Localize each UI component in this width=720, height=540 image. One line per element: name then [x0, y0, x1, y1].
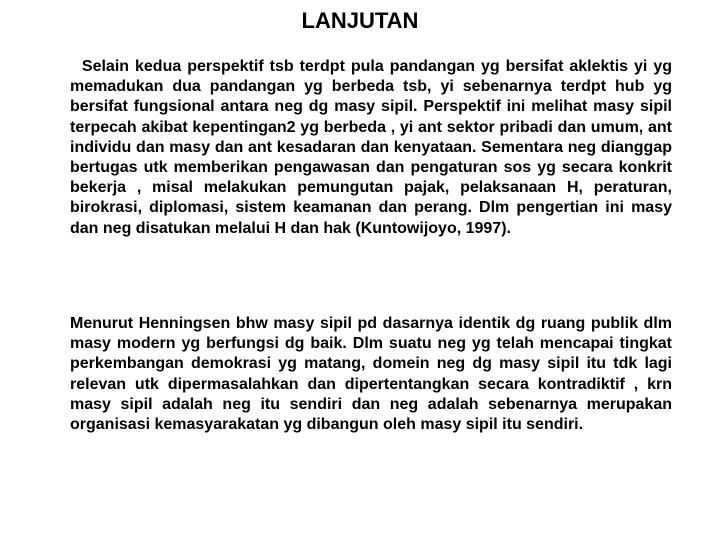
paragraph-1: Selain kedua perspektif tsb terdpt pula pandangan yg bersifat aklektis yi yg memadukan dua pandangan yg berbeda tsb, yi sebenarnya terdpt hub yg bersifat fungsional antara neg dg masy sipil. Perspektif ini melihat masy sipil terpecah akibat kepentingan2 yg berbeda , yi ant sektor pribadi dan umum, ant individu dan masy dan ant kesadaran dan kenyataan. Sementara neg dianggap bertugas utk memberikan pengawasan dan pengaturan sos yg secara konkrit bekerja , misal melakukan pemungutan pajak, pelaksanaan H, peraturan, birokrasi, diplomasi, sistem keamanan dan perang. Dlm pengertian ini masy dan neg disatukan melalui H dan hak (Kuntowijoyo, 1997).: [70, 58, 672, 237]
paragraph-2: Menurut Henningsen bhw masy sipil pd dasarnya identik dg ruang publik dlm masy modern yg berfungsi dg baik. Dlm suatu neg yg telah mencapai tingkat perkembangan demokrasi yg matang, domein neg dg masy sipil itu tdk lagi relevan utk dipermasalahkan dan dipertentangkan secara kontradiktif , krn masy sipil adalah neg itu sendiri dan neg adalah sebenarnya merupakan organisasi kemasyarakatan yg dibangun oleh masy sipil itu sendiri.: [70, 315, 672, 434]
slide-title: LANJUTAN: [301, 8, 419, 33]
